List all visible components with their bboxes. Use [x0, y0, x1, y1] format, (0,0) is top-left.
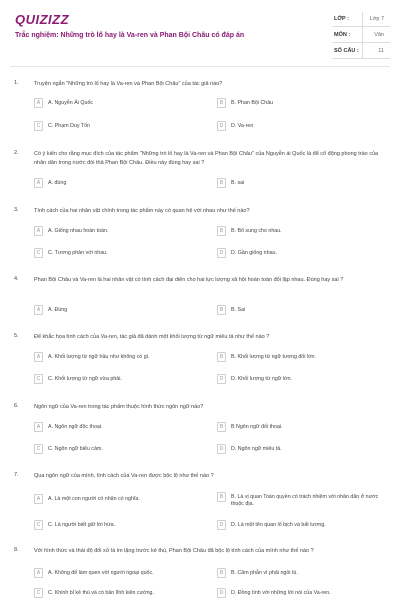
option-letter-box: D	[217, 374, 226, 384]
option-letter-box: A	[34, 352, 43, 362]
option-text: B. Khối lượng từ ngữ tương đối lớn.	[231, 354, 316, 360]
option-letter-box: B	[217, 305, 226, 315]
option-text: D. Khối lượng từ ngữ lớn.	[231, 376, 292, 382]
option-b[interactable]	[217, 98, 377, 112]
page-header	[0, 0, 400, 64]
question-text: Truyện ngắn "Những trò lố hay là Va-ren và Phan Bội Châu" của tác giả nào?	[34, 81, 223, 87]
option-text: A. Khối lượng từ ngữ hầu như không có gì.	[48, 354, 150, 360]
option-letter-box: C	[34, 444, 43, 454]
option-letter-box: A	[34, 568, 43, 578]
option-text: D. Ngôn ngữ miêu tả.	[231, 446, 282, 452]
meta-divider	[362, 12, 363, 58]
option-letter-box: A	[34, 494, 43, 504]
option-letter-box: C	[34, 588, 43, 598]
option-letter-box: B	[217, 178, 226, 188]
option-d[interactable]	[217, 520, 377, 534]
option-text: C. Ngôn ngữ biểu cảm.	[48, 446, 103, 452]
question-number: 2.	[14, 150, 19, 156]
option-b[interactable]	[217, 492, 377, 506]
option-text: D. Gần giống nhau.	[231, 250, 277, 256]
option-letter-box: D	[217, 520, 226, 530]
meta-count-label: SỐ CÂU :	[334, 48, 359, 54]
meta-count-value: 11	[378, 48, 384, 54]
header-divider	[10, 66, 390, 67]
option-text: A. Đúng	[48, 307, 68, 313]
option-letter-box: A	[34, 422, 43, 432]
option-text: C. Phạm Duy Tốn	[48, 123, 91, 129]
meta-subject-label: MÔN :	[334, 32, 351, 38]
option-text: B. sai	[231, 180, 245, 186]
option-c[interactable]	[34, 374, 194, 388]
option-letter-box: A	[34, 98, 43, 108]
option-d[interactable]	[217, 248, 377, 262]
question-text: Qua ngôn ngữ của mình, tính cách của Va-ren được bộc lộ như thế nào ?	[34, 473, 214, 479]
option-text: A. Là một con người có nhân có nghĩa.	[48, 496, 140, 502]
option-text: A. Ngôn ngữ độc thoại.	[48, 424, 103, 430]
question-number: 8.	[14, 547, 19, 553]
option-d[interactable]	[217, 444, 377, 458]
option-letter-box: B	[217, 352, 226, 362]
option-letter-box: B	[217, 422, 226, 432]
option-a[interactable]	[34, 226, 194, 240]
option-a[interactable]	[34, 178, 194, 192]
meta-grade	[332, 12, 390, 27]
option-letter-box: D	[217, 121, 226, 131]
option-b[interactable]	[217, 568, 377, 582]
question-text: Ngôn ngữ của Va-ren trong tác phẩm thuộc hình thức ngôn ngữ nào?	[34, 404, 204, 410]
question-number: 4.	[14, 276, 19, 282]
option-text: B. Là vị quan Toàn quyền có trách nhiệm với nhân dân ở nước thuộc địa.	[231, 494, 379, 507]
question-text: Để khắc họa tính cách của Va-ren, tác giả đã dành một khối lượng từ ngữ miêu tả như thế nào ?	[34, 334, 270, 340]
option-letter-box: A	[34, 178, 43, 188]
option-text: D. Đồng tình với những lời nói của Va-ren.	[231, 590, 331, 596]
option-text: B. Căm phẫn vì phải ngồi tù.	[231, 570, 298, 576]
option-c[interactable]	[34, 444, 194, 458]
option-letter-box: B	[217, 98, 226, 108]
option-text: C. Là người biết giữ lời hứa.	[48, 522, 116, 528]
option-text: C. Tương phản với nhau.	[48, 250, 108, 256]
question-number: 7.	[14, 472, 19, 478]
option-letter-box: C	[34, 248, 43, 258]
option-letter-box: A	[34, 305, 43, 315]
option-c[interactable]	[34, 121, 194, 135]
option-letter-box: C	[34, 374, 43, 384]
question-text: Tính cách của hai nhân vật chính trong tác phẩm này có quan hệ với nhau như thế nào?	[34, 208, 250, 214]
option-a[interactable]	[34, 98, 194, 112]
option-d[interactable]	[217, 121, 377, 135]
option-d[interactable]	[217, 588, 377, 600]
option-a[interactable]	[34, 422, 194, 436]
option-b[interactable]	[217, 178, 377, 192]
option-text: B. Bổ sung cho nhau.	[231, 228, 282, 234]
quizizz-logo: QUIZIZZ	[15, 12, 70, 27]
option-d[interactable]	[217, 374, 377, 388]
option-letter-box: B	[217, 226, 226, 236]
option-text: B Ngôn ngữ đối thoại.	[231, 424, 283, 430]
option-a[interactable]	[34, 305, 194, 319]
option-letter-box: D	[217, 248, 226, 258]
option-b[interactable]	[217, 352, 377, 366]
question-number: 1.	[14, 80, 19, 86]
option-letter-box: C	[34, 520, 43, 530]
option-text: B. Sai	[231, 307, 246, 313]
option-b[interactable]	[217, 305, 377, 319]
option-c[interactable]	[34, 520, 194, 534]
meta-grade-label: LỚP :	[334, 16, 349, 22]
option-text: A. đúng	[48, 180, 67, 186]
option-a[interactable]	[34, 352, 194, 366]
question-number: 6.	[14, 403, 19, 409]
option-text: A. Không để làm quen với người ngoại quốc.	[48, 570, 154, 576]
option-c[interactable]	[34, 248, 194, 262]
option-c[interactable]	[34, 588, 194, 600]
question-text: Với hình thức và thái độ đối xử là im lặng trước kẻ thù, Phan Bội Châu đã bộc lộ tính cách của mình như thế nào ?	[34, 548, 314, 554]
option-letter-box: D	[217, 444, 226, 454]
question-text: Phan Bội Châu và Va-ren là hai nhân vật có tính cách đại diện cho hai lực lượng xã hội hoàn toàn đối lập nhau. Đúng hay sai ?	[34, 277, 344, 283]
option-letter-box: C	[34, 121, 43, 131]
option-text: C. Khinh bỉ kẻ thù và có bản lĩnh kiên cường.	[48, 590, 154, 596]
option-letter-box: B	[217, 568, 226, 578]
option-letter-box: A	[34, 226, 43, 236]
option-text: B. Phan Bội Châu	[231, 100, 274, 106]
option-a[interactable]	[34, 568, 194, 582]
option-text: A. Giống nhau hoàn toàn.	[48, 228, 109, 234]
option-text: D. Va-ren	[231, 123, 254, 129]
question-number: 5.	[14, 333, 19, 339]
option-text: D. Là một tên quan lố bịch và bất lương.	[231, 522, 326, 528]
option-text: A. Nguyễn Ái Quốc	[48, 100, 94, 106]
quiz-title: Trắc nghiệm: Những trò lố hay là Va-ren và Phan Bội Châu có đáp án	[15, 32, 245, 39]
meta-count	[332, 44, 390, 59]
question-text: Có ý kiến cho rằng mục đích của tác phẩm "Những trò lố hay là Va-ren và Phan Bội Châu" của Nguyễn ái Quốc là để cổ động phong trào của nhân dân trong nước đòi thả Phan Bội Châu. Điều này đúng hay sai ?	[34, 151, 379, 166]
option-a[interactable]	[34, 494, 194, 508]
option-letter-box: B	[217, 492, 226, 502]
meta-grade-value: Lớp 7	[369, 16, 384, 22]
meta-subject-value: Văn	[374, 32, 384, 38]
option-letter-box: D	[217, 588, 226, 598]
option-text: C. Khối lượng từ ngữ vừa phải.	[48, 376, 122, 382]
meta-subject	[332, 28, 390, 43]
question-number: 3.	[14, 207, 19, 213]
option-b[interactable]	[217, 422, 377, 436]
option-b[interactable]	[217, 226, 377, 240]
